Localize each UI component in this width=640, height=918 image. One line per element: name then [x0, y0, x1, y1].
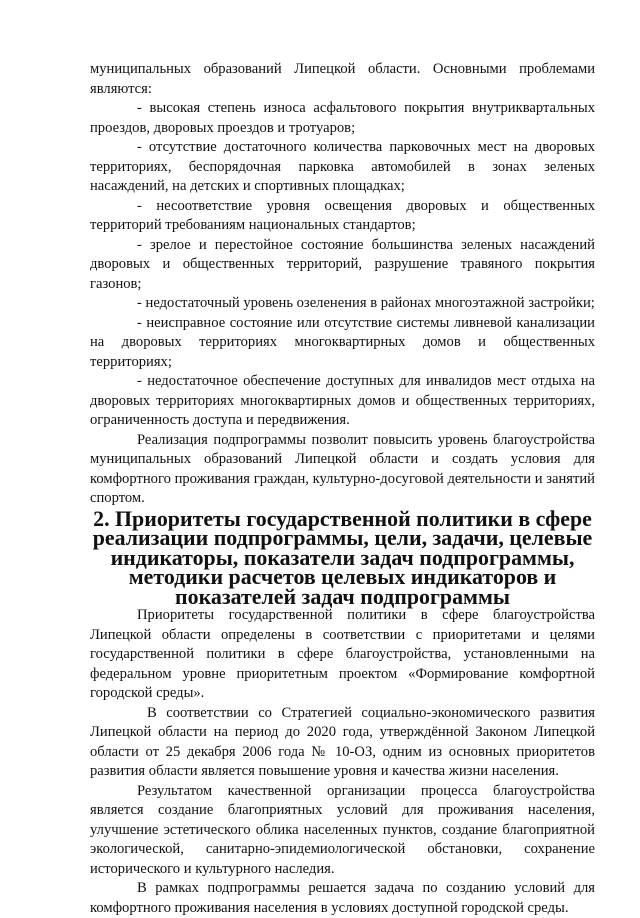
priorities-paragraph: Приоритеты государственной политики в сфере благоустройства Липецкой области определены в соответствии с приоритетами и целями государственной политики в сфере благоустройства, установленными на федеральном уровне приоритетным проектом «Формирование комфортной городской среды».: [90, 607, 595, 701]
task-paragraph: В рамках подпрограммы решается задача по созданию условий для комфортного проживания населения в условиях доступной городской среды.: [90, 880, 595, 916]
result-paragraph: Результатом качественной организации процесса благоустройства является создание благоприятных условий для проживания населения, улучшение эстетического облика населенных пунктов, создание благоприятной экологической, санитарно-эпидемиологической обстановки, сохранение исторического и культурного наследия.: [90, 782, 595, 877]
problem-item-3: - несоответствие уровня освещения дворовых и общественных территорий требованиям национальных стандартов;: [90, 197, 595, 233]
problem-item-5: - недостаточный уровень озеленения в районах многоэтажной застройки;: [137, 295, 595, 311]
problem-item-4: - зрелое и перестойное состояние большинства зеленых насаждений дворовых и общественных территорий, разрушение травяного покрытия газонов;: [90, 236, 595, 292]
strategy-paragraph: В соответствии со Стратегией социально-экономического развития Липецкой области на период до 2020 года, утверждённой Законом Липецкой области от 25 декабря 2006 года № 10-ОЗ, одним из основных приоритетов развития области является повышение уровня и качества жизни населения.: [90, 704, 595, 779]
intro-paragraph: муниципальных образований Липецкой области. Основными проблемами являются:: [90, 61, 595, 97]
problem-item-6: - неисправное состояние или отсутствие системы ливневой канализации на дворовых территориях многоквартирных домов и общественных территориях;: [90, 314, 595, 370]
realization-paragraph: Реализация подпрограммы позволит повысить уровень благоустройства муниципальных образований Липецкой области и создать условия для комфортного проживания граждан, культурно-досуговой деятельности и занятий спортом.: [90, 431, 595, 506]
problem-item-2: - отсутствие достаточного количества парковочных мест на дворовых территориях, беспорядочная парковка автомобилей в зонах зеленых насаждений, на детских и спортивных площадках;: [90, 139, 595, 194]
problem-item-7: - недостаточное обеспечение доступных для инвалидов мест отдыха на дворовых территориях многоквартирных домов и общественных территориях, ограниченность доступа и передвижения.: [90, 373, 595, 428]
problem-item-1: - высокая степень износа асфальтового покрытия внутриквартальных проездов, дворовых проездов и тротуаров;: [90, 100, 595, 136]
section-heading: 2. Приоритеты государственной политики в сфере реализации подпрограммы, цели, задачи, целевые индикаторы, показатели задач подпрограммы, методики расчетов целевых индикаторов и показателей задач подпрограммы: [92, 505, 593, 609]
document-page: [90, 60, 595, 918]
